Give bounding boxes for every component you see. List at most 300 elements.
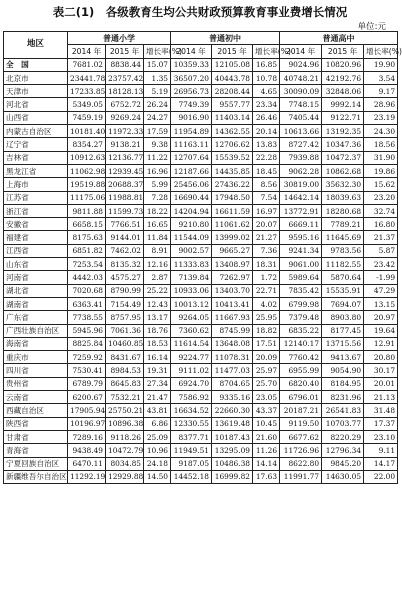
table-row xyxy=(4,297,398,310)
growth-rate-cell: 25.97 xyxy=(253,364,280,377)
region-cell: 山东省 xyxy=(4,258,68,271)
expenditure-cell: 11175.06 xyxy=(68,191,106,204)
expenditure-cell: 10359.33 xyxy=(171,58,212,71)
table-row xyxy=(4,391,398,404)
growth-rate-cell: 25.09 xyxy=(144,430,171,443)
region-cell: 贵州省 xyxy=(4,377,68,390)
expenditure-cell: 17905.94 xyxy=(68,404,106,417)
expenditure-cell: 8790.99 xyxy=(106,284,144,297)
expenditure-cell: 7586.92 xyxy=(171,391,212,404)
expenditure-cell: 8622.80 xyxy=(280,457,322,470)
expenditure-cell: 14435.85 xyxy=(212,164,253,177)
expenditure-cell: 7262.97 xyxy=(212,271,253,284)
growth-rate-cell: 13.17 xyxy=(144,311,171,324)
growth-rate-cell: 43.81 xyxy=(144,404,171,417)
expenditure-cell: 7681.02 xyxy=(68,58,106,71)
expenditure-cell: 9811.88 xyxy=(68,204,106,217)
expenditure-cell: 11182.55 xyxy=(322,258,364,271)
expenditure-cell: 16690.44 xyxy=(171,191,212,204)
expenditure-cell: 10013.12 xyxy=(171,297,212,310)
expenditure-cell: 11477.03 xyxy=(212,364,253,377)
expenditure-cell: 10472.79 xyxy=(106,444,144,457)
table-row xyxy=(4,337,398,350)
growth-rate-cell: 16.14 xyxy=(144,351,171,364)
growth-rate-cell: 23.05 xyxy=(253,391,280,404)
expenditure-cell: 8984.53 xyxy=(106,364,144,377)
expenditure-cell: 10862.68 xyxy=(322,164,364,177)
growth-rate-cell: 12.43 xyxy=(144,297,171,310)
expenditure-cell: 6677.62 xyxy=(280,430,322,443)
expenditure-cell: 12939.45 xyxy=(106,164,144,177)
expenditure-cell: 9144.01 xyxy=(106,231,144,244)
table-row xyxy=(4,364,398,377)
expenditure-cell: 10896.38 xyxy=(106,417,144,430)
expenditure-cell: 36507.20 xyxy=(171,71,212,84)
expenditure-cell: 11062.98 xyxy=(68,164,106,177)
region-cell: 浙江省 xyxy=(4,204,68,217)
expenditure-cell: 13648.08 xyxy=(212,337,253,350)
growth-rate-cell: 8.56 xyxy=(253,178,280,191)
growth-rate-cell: 2.87 xyxy=(144,271,171,284)
sub-header-growth: 增长率(%) xyxy=(253,45,280,58)
growth-rate-cell: 18.82 xyxy=(253,324,280,337)
expenditure-cell: 11954.89 xyxy=(171,125,212,138)
expenditure-cell: 7738.55 xyxy=(68,311,106,324)
expenditure-cell: 17948.50 xyxy=(212,191,253,204)
expenditure-cell: 40443.78 xyxy=(212,71,253,84)
growth-rate-cell: 13.15 xyxy=(364,297,398,310)
expenditure-cell: 23757.42 xyxy=(106,71,144,84)
table-row xyxy=(4,244,398,257)
table-row xyxy=(4,470,398,483)
expenditure-cell: 7139.84 xyxy=(171,271,212,284)
region-header: 地区 xyxy=(4,32,68,59)
growth-rate-cell: 23.10 xyxy=(364,430,398,443)
expenditure-cell: 6752.72 xyxy=(106,98,144,111)
growth-rate-cell: 20.09 xyxy=(253,351,280,364)
expenditure-cell: 8903.80 xyxy=(322,311,364,324)
expenditure-cell: 9062.28 xyxy=(280,164,322,177)
growth-rate-cell: 25.95 xyxy=(253,311,280,324)
group-header-primary: 普通小学 xyxy=(68,32,171,45)
expenditure-cell: 23441.78 xyxy=(68,71,106,84)
expenditure-cell: 14642.14 xyxy=(280,191,322,204)
expenditure-cell: 11726.96 xyxy=(280,444,322,457)
growth-rate-cell: 21.47 xyxy=(144,391,171,404)
growth-rate-cell: 25.70 xyxy=(253,377,280,390)
table-row xyxy=(4,125,398,138)
expenditure-cell: 11544.09 xyxy=(171,231,212,244)
growth-rate-cell: 19.31 xyxy=(144,364,171,377)
sub-header-2015: 2015 年 xyxy=(106,45,144,58)
growth-rate-cell: 20.97 xyxy=(364,311,398,324)
expenditure-cell: 11061.62 xyxy=(212,218,253,231)
expenditure-cell: 20688.37 xyxy=(106,178,144,191)
expenditure-cell: 10703.77 xyxy=(322,417,364,430)
growth-rate-cell: 15.07 xyxy=(144,58,171,71)
growth-rate-cell: 18.56 xyxy=(364,138,398,151)
expenditure-cell: 8704.65 xyxy=(212,377,253,390)
expenditure-cell: 10613.66 xyxy=(280,125,322,138)
expenditure-cell: 27436.22 xyxy=(212,178,253,191)
expenditure-cell: 11988.81 xyxy=(106,191,144,204)
growth-rate-cell: 20.07 xyxy=(253,218,280,231)
expenditure-cell: 8825.84 xyxy=(68,337,106,350)
expenditure-cell: 11667.93 xyxy=(212,311,253,324)
expenditure-cell: 4575.27 xyxy=(106,271,144,284)
expenditure-cell: 9557.77 xyxy=(212,98,253,111)
sub-header-2014: 2014 年 xyxy=(68,45,106,58)
expenditure-cell: 7532.21 xyxy=(106,391,144,404)
growth-rate-cell: 5.19 xyxy=(144,85,171,98)
growth-rate-cell: 21.60 xyxy=(253,430,280,443)
expenditure-cell: 8645.83 xyxy=(106,377,144,390)
expenditure-cell: 9122.71 xyxy=(322,111,364,124)
growth-rate-cell: 26.24 xyxy=(144,98,171,111)
growth-rate-cell: 11.84 xyxy=(144,231,171,244)
growth-rate-cell: 1.72 xyxy=(253,271,280,284)
growth-rate-cell: 1.35 xyxy=(144,71,171,84)
region-cell: 宁夏回族自治区 xyxy=(4,457,68,470)
sub-header-growth: 增长率(%) xyxy=(144,45,171,58)
expenditure-cell: 11991.77 xyxy=(280,470,322,483)
expenditure-cell: 7379.48 xyxy=(280,311,322,324)
expenditure-cell: 9111.02 xyxy=(171,364,212,377)
growth-rate-cell: 32.74 xyxy=(364,204,398,217)
table-row xyxy=(4,351,398,364)
expenditure-cell: 26541.83 xyxy=(322,404,364,417)
region-cell: 广西壮族自治区 xyxy=(4,324,68,337)
table-row xyxy=(4,204,398,217)
growth-rate-cell: 27.34 xyxy=(144,377,171,390)
expenditure-cell: 10820.96 xyxy=(322,58,364,71)
growth-rate-cell: 7.54 xyxy=(253,191,280,204)
expenditure-cell: 30090.09 xyxy=(280,85,322,98)
expenditure-cell: 9845.20 xyxy=(322,457,364,470)
expenditure-cell: 9016.90 xyxy=(171,111,212,124)
expenditure-cell: 10413.41 xyxy=(212,297,253,310)
table-row xyxy=(4,377,398,390)
expenditure-cell: 9783.56 xyxy=(322,244,364,257)
expenditure-cell: 9119.50 xyxy=(280,417,322,430)
growth-rate-cell: 23.20 xyxy=(364,191,398,204)
growth-rate-cell: 11.26 xyxy=(253,444,280,457)
table-row xyxy=(4,71,398,84)
table-row xyxy=(4,111,398,124)
region-cell: 海南省 xyxy=(4,337,68,350)
growth-rate-cell: 12.16 xyxy=(144,258,171,271)
growth-rate-cell: 10.78 xyxy=(253,71,280,84)
expenditure-cell: 40748.21 xyxy=(280,71,322,84)
expenditure-cell: 8135.32 xyxy=(106,258,144,271)
sub-header-2015: 2015 年 xyxy=(322,45,364,58)
growth-rate-cell: 19.86 xyxy=(364,164,398,177)
sub-header-2015: 2015 年 xyxy=(212,45,253,58)
expenditure-cell: 5989.64 xyxy=(280,271,322,284)
expenditure-cell: 25456.06 xyxy=(171,178,212,191)
growth-rate-cell: 24.30 xyxy=(364,125,398,138)
expenditure-cell: 20187.21 xyxy=(280,404,322,417)
table-row xyxy=(4,178,398,191)
growth-rate-cell: 17.37 xyxy=(364,417,398,430)
expenditure-cell: 7289.16 xyxy=(68,430,106,443)
expenditure-cell: 9187.05 xyxy=(171,457,212,470)
growth-rate-cell: 20.14 xyxy=(253,125,280,138)
expenditure-cell: 12105.08 xyxy=(212,58,253,71)
growth-rate-cell: 16.80 xyxy=(364,218,398,231)
growth-rate-cell: 9.11 xyxy=(364,444,398,457)
expenditure-cell: 11163.11 xyxy=(171,138,212,151)
expenditure-cell: 8838.44 xyxy=(106,58,144,71)
region-cell: 新疆维吾尔自治区 xyxy=(4,470,68,483)
expenditure-cell: 18039.63 xyxy=(322,191,364,204)
growth-rate-cell: 47.29 xyxy=(364,284,398,297)
expenditure-cell: 16611.59 xyxy=(212,204,253,217)
expenditure-cell: 11972.33 xyxy=(106,125,144,138)
sub-header-2014: 2014 年 xyxy=(171,45,212,58)
growth-rate-cell: -1.99 xyxy=(364,271,398,284)
expenditure-cell: 7253.54 xyxy=(68,258,106,271)
expenditure-cell: 11078.31 xyxy=(212,351,253,364)
growth-rate-cell: 31.48 xyxy=(364,404,398,417)
expenditure-cell: 12929.88 xyxy=(106,470,144,483)
table-row xyxy=(4,284,398,297)
growth-rate-cell: 16.85 xyxy=(253,58,280,71)
growth-rate-cell: 16.65 xyxy=(144,218,171,231)
expenditure-cell: 7749.39 xyxy=(171,98,212,111)
table-row xyxy=(4,404,398,417)
growth-rate-cell: 20.80 xyxy=(364,351,398,364)
growth-rate-cell: 19.64 xyxy=(364,324,398,337)
region-cell: 上海市 xyxy=(4,178,68,191)
expenditure-cell: 9210.80 xyxy=(171,218,212,231)
expenditure-cell: 11403.14 xyxy=(212,111,253,124)
group-header-senior: 普通高中 xyxy=(280,32,398,45)
expenditure-cell: 9438.49 xyxy=(68,444,106,457)
expenditure-cell: 8354.27 xyxy=(68,138,106,151)
expenditure-cell: 8745.99 xyxy=(212,324,253,337)
growth-rate-cell: 4.02 xyxy=(253,297,280,310)
expenditure-cell: 6789.79 xyxy=(68,377,106,390)
expenditure-cell: 7694.07 xyxy=(322,297,364,310)
growth-rate-cell: 23.42 xyxy=(364,258,398,271)
expenditure-cell: 10460.85 xyxy=(106,337,144,350)
expenditure-cell: 15535.91 xyxy=(322,284,364,297)
expenditure-cell: 18280.68 xyxy=(322,204,364,217)
growth-rate-cell: 26.46 xyxy=(253,111,280,124)
region-cell: 广东省 xyxy=(4,311,68,324)
expenditure-cell: 22660.30 xyxy=(212,404,253,417)
growth-rate-cell: 21.13 xyxy=(364,391,398,404)
sub-header-2014: 2014 年 xyxy=(280,45,322,58)
expenditure-cell: 12706.62 xyxy=(212,138,253,151)
table-row xyxy=(4,164,398,177)
growth-rate-cell: 7.36 xyxy=(253,244,280,257)
region-cell: 河南省 xyxy=(4,271,68,284)
growth-rate-cell: 3.54 xyxy=(364,71,398,84)
growth-rate-cell: 4.65 xyxy=(253,85,280,98)
expenditure-cell: 9224.77 xyxy=(171,351,212,364)
expenditure-cell: 7360.62 xyxy=(171,324,212,337)
expenditure-cell: 6924.70 xyxy=(171,377,212,390)
expenditure-cell: 8177.45 xyxy=(322,324,364,337)
expenditure-cell: 14452.18 xyxy=(171,470,212,483)
region-cell: 湖南省 xyxy=(4,297,68,310)
region-cell: 四川省 xyxy=(4,364,68,377)
expenditure-cell: 7748.15 xyxy=(280,98,322,111)
expenditure-cell: 11614.54 xyxy=(171,337,212,350)
unit-label: 单位:元 xyxy=(357,22,386,32)
growth-rate-cell: 9.17 xyxy=(364,85,398,98)
expenditure-cell: 8377.71 xyxy=(171,430,212,443)
growth-rate-cell: 22.71 xyxy=(253,284,280,297)
expenditure-cell: 32848.06 xyxy=(322,85,364,98)
expenditure-cell: 10196.97 xyxy=(68,417,106,430)
expenditure-cell: 14204.94 xyxy=(171,204,212,217)
expenditure-cell: 7459.19 xyxy=(68,111,106,124)
growth-rate-cell: 14.50 xyxy=(144,470,171,483)
growth-rate-cell: 31.90 xyxy=(364,151,398,164)
growth-rate-cell: 16.97 xyxy=(253,204,280,217)
growth-rate-cell: 11.22 xyxy=(144,151,171,164)
growth-rate-cell: 10.96 xyxy=(144,444,171,457)
growth-rate-cell: 13.83 xyxy=(253,138,280,151)
growth-rate-cell: 20.01 xyxy=(364,377,398,390)
growth-rate-cell: 17.51 xyxy=(253,337,280,350)
expenditure-cell: 7835.42 xyxy=(280,284,322,297)
growth-rate-cell: 24.27 xyxy=(144,111,171,124)
expenditure-cell: 10486.38 xyxy=(212,457,253,470)
expenditure-cell: 8220.29 xyxy=(322,430,364,443)
expenditure-cell: 35632.30 xyxy=(322,178,364,191)
table-row xyxy=(4,151,398,164)
expenditure-cell: 19519.88 xyxy=(68,178,106,191)
region-cell: 江苏省 xyxy=(4,191,68,204)
region-cell: 湖北省 xyxy=(4,284,68,297)
expenditure-cell: 7939.88 xyxy=(280,151,322,164)
expenditure-cell: 8034.85 xyxy=(106,457,144,470)
expenditure-cell: 6955.99 xyxy=(280,364,322,377)
sub-header-growth: 增长率(%) xyxy=(364,45,398,58)
expenditure-cell: 7760.42 xyxy=(280,351,322,364)
expenditure-cell: 13403.70 xyxy=(212,284,253,297)
expenditure-cell: 10187.43 xyxy=(212,430,253,443)
expenditure-cell: 12140.17 xyxy=(280,337,322,350)
expenditure-cell: 9054.90 xyxy=(322,364,364,377)
expenditure-cell: 8757.95 xyxy=(106,311,144,324)
growth-rate-cell: 17.63 xyxy=(253,470,280,483)
growth-rate-cell: 18.76 xyxy=(144,324,171,337)
growth-rate-cell: 24.18 xyxy=(144,457,171,470)
expenditure-cell: 9269.24 xyxy=(106,111,144,124)
expenditure-cell: 6796.01 xyxy=(280,391,322,404)
expenditure-cell: 12796.34 xyxy=(322,444,364,457)
table-row xyxy=(4,258,398,271)
table-row xyxy=(4,324,398,337)
growth-rate-cell: 15.62 xyxy=(364,178,398,191)
expenditure-cell: 13715.56 xyxy=(322,337,364,350)
expenditure-cell: 9241.34 xyxy=(280,244,322,257)
expenditure-cell: 14630.05 xyxy=(322,470,364,483)
growth-rate-cell: 10.45 xyxy=(253,417,280,430)
table-body xyxy=(4,58,398,484)
region-cell: 山西省 xyxy=(4,111,68,124)
growth-rate-cell: 25.22 xyxy=(144,284,171,297)
growth-rate-cell: 30.17 xyxy=(364,364,398,377)
expenditure-cell: 12707.64 xyxy=(171,151,212,164)
growth-rate-cell: 21.37 xyxy=(364,231,398,244)
expenditure-cell: 6363.41 xyxy=(68,297,106,310)
expenditure-cell: 7789.21 xyxy=(322,218,364,231)
expenditure-cell: 8727.42 xyxy=(280,138,322,151)
expenditure-cell: 12136.77 xyxy=(106,151,144,164)
growth-rate-cell: 16.96 xyxy=(144,164,171,177)
expenditure-cell: 7405.44 xyxy=(280,111,322,124)
expenditure-cell: 16634.52 xyxy=(171,404,212,417)
growth-rate-cell: 7.28 xyxy=(144,191,171,204)
growth-rate-cell: 5.87 xyxy=(364,244,398,257)
region-cell: 内蒙古自治区 xyxy=(4,125,68,138)
table-row xyxy=(4,457,398,470)
table-row xyxy=(4,271,398,284)
region-cell: 云南省 xyxy=(4,391,68,404)
growth-rate-cell: 43.37 xyxy=(253,404,280,417)
expenditure-cell: 14362.55 xyxy=(212,125,253,138)
region-cell: 北京市 xyxy=(4,71,68,84)
expenditure-cell: 6820.40 xyxy=(280,377,322,390)
group-header-junior: 普通初中 xyxy=(171,32,280,45)
expenditure-cell: 6669.11 xyxy=(280,218,322,231)
expenditure-cell: 16999.82 xyxy=(212,470,253,483)
region-cell: 江西省 xyxy=(4,244,68,257)
expenditure-cell: 10181.40 xyxy=(68,125,106,138)
expenditure-cell: 42192.76 xyxy=(322,71,364,84)
expenditure-cell: 12187.66 xyxy=(171,164,212,177)
expenditure-cell: 7020.68 xyxy=(68,284,106,297)
growth-rate-cell: 12.91 xyxy=(364,337,398,350)
expenditure-cell: 11333.83 xyxy=(171,258,212,271)
expenditure-cell: 5870.64 xyxy=(322,271,364,284)
expenditure-cell: 13772.91 xyxy=(280,204,322,217)
expenditure-cell: 8231.96 xyxy=(322,391,364,404)
expenditure-cell: 17233.85 xyxy=(68,85,106,98)
expenditure-cell: 9138.21 xyxy=(106,138,144,151)
table-row xyxy=(4,191,398,204)
table-row xyxy=(4,218,398,231)
table-row xyxy=(4,430,398,443)
growth-rate-cell: 5.99 xyxy=(144,178,171,191)
growth-rate-cell: 18.31 xyxy=(253,258,280,271)
expenditure-cell: 7259.92 xyxy=(68,351,106,364)
table-row xyxy=(4,98,398,111)
expenditure-cell: 13408.97 xyxy=(212,258,253,271)
expenditure-cell: 10912.63 xyxy=(68,151,106,164)
expenditure-table xyxy=(3,31,402,484)
growth-rate-cell: 22.28 xyxy=(253,151,280,164)
expenditure-cell: 13619.48 xyxy=(212,417,253,430)
growth-rate-cell: 8.91 xyxy=(144,244,171,257)
expenditure-cell: 28208.44 xyxy=(212,85,253,98)
region-cell: 青海省 xyxy=(4,444,68,457)
expenditure-cell: 9335.16 xyxy=(212,391,253,404)
expenditure-cell: 8184.95 xyxy=(322,377,364,390)
expenditure-cell: 7462.02 xyxy=(106,244,144,257)
expenditure-cell: 6470.11 xyxy=(68,457,106,470)
growth-rate-cell: 19.90 xyxy=(364,58,398,71)
expenditure-cell: 5945.96 xyxy=(68,324,106,337)
region-cell: 西藏自治区 xyxy=(4,404,68,417)
expenditure-cell: 6799.98 xyxy=(280,297,322,310)
